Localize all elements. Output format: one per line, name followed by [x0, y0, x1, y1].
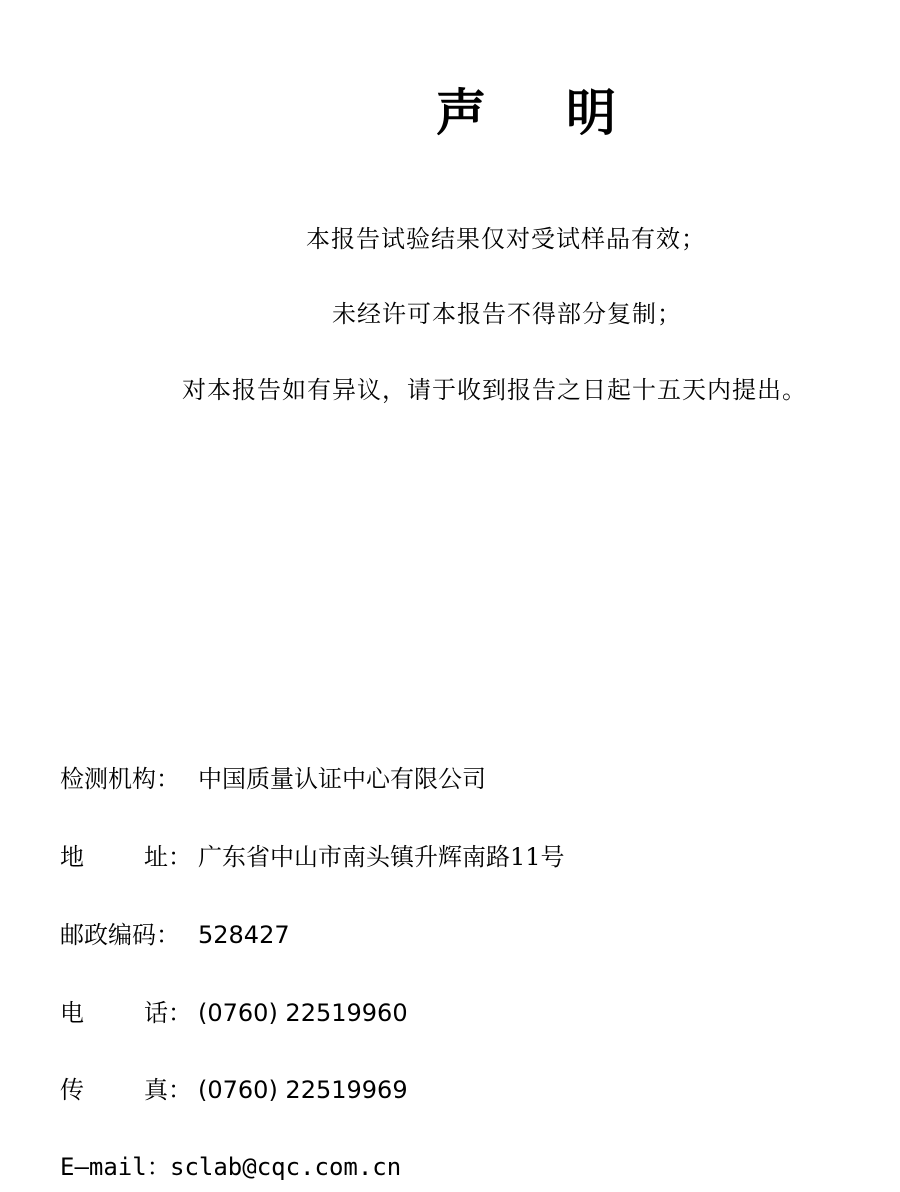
- address-label-first: 地: [60, 843, 84, 871]
- title-char-1: 声: [436, 83, 486, 142]
- page-title: [0, 78, 900, 148]
- address-label-second: 址：: [144, 843, 192, 871]
- phone-label-first: 电: [60, 999, 84, 1027]
- postcode-value: 528427: [198, 921, 290, 949]
- address-value: 广东省中山市南头镇升辉南路11号: [198, 843, 565, 871]
- organization-label: 检测机构：: [60, 765, 180, 793]
- fax-label-second: 真：: [144, 1076, 192, 1104]
- statement-validity: 本报告试验结果仅对受试样品有效；: [306, 225, 706, 253]
- fax-value: (0760) 22519969: [198, 1076, 408, 1104]
- statement-objection: 对本报告如有异议，请于收到报告之日起十五天内提出。: [182, 376, 807, 404]
- organization-value: 中国质量认证中心有限公司: [198, 765, 486, 793]
- phone-value: (0760) 22519960: [198, 999, 408, 1027]
- email-value: sclab@cqc.com.cn: [170, 1153, 402, 1181]
- fax-label-first: 传: [60, 1076, 84, 1104]
- statement-copy: 未经许可本报告不得部分复制；: [332, 300, 682, 328]
- title-char-2: 明: [566, 83, 616, 142]
- phone-label-second: 话：: [144, 999, 192, 1027]
- email-label: E—mail：: [60, 1153, 171, 1181]
- postcode-label: 邮政编码：: [60, 921, 180, 949]
